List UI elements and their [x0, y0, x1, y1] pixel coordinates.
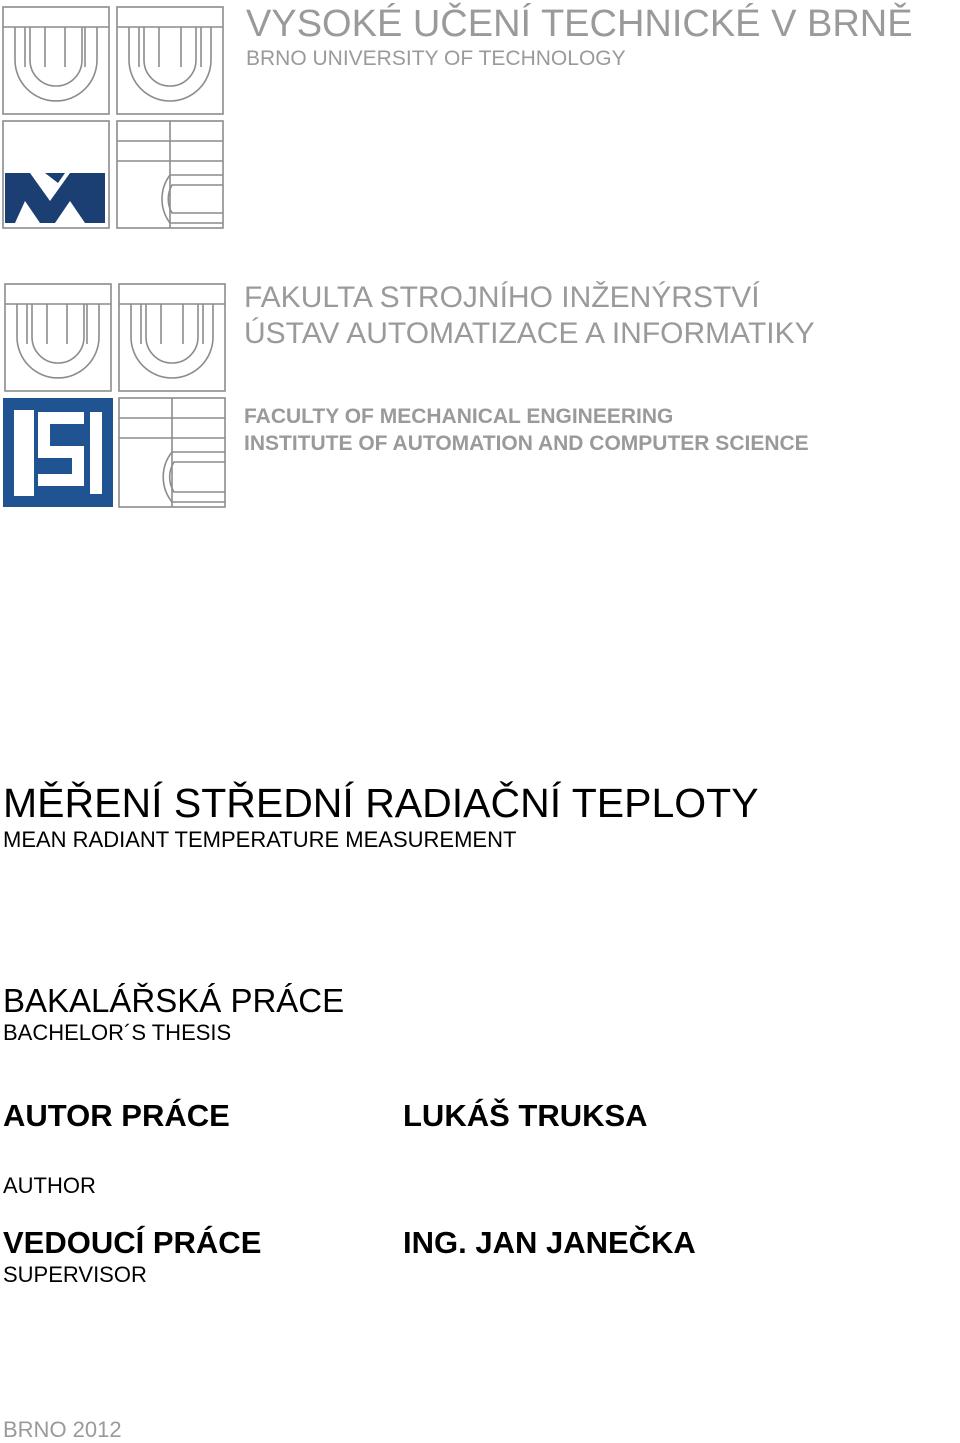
university-name-cz: VYSOKÉ UČENÍ TECHNICKÉ V BRNĚ [246, 3, 913, 45]
institute-name-en: INSTITUTE OF AUTOMATION AND COMPUTER SCIENCE [244, 432, 809, 455]
thesis-type-cz: BAKALÁŘSKÁ PRÁCE [3, 982, 345, 1019]
thesis-title-en: MEAN RADIANT TEMPERATURE MEASUREMENT [3, 827, 517, 852]
supervisor-label-en: SUPERVISOR [3, 1262, 147, 1287]
faculty-name-en: FACULTY OF MECHANICAL ENGINEERING [244, 405, 674, 428]
supervisor-label-cz: VEDOUCÍ PRÁCE [3, 1225, 262, 1260]
thesis-title-cz: MĚŘENÍ STŘEDNÍ RADIAČNÍ TEPLOTY [3, 780, 759, 826]
place-year: BRNO 2012 [3, 1417, 122, 1442]
vut-logo [0, 5, 228, 231]
author-label-en: AUTHOR [3, 1173, 96, 1198]
fsi-logo [0, 282, 230, 510]
author-label-cz: AUTOR PRÁCE [3, 1098, 230, 1133]
faculty-name-cz: FAKULTA STROJNÍHO INŽENÝRSTVÍ [244, 281, 760, 314]
author-name: LUKÁŠ TRUKSA [403, 1098, 648, 1133]
university-name-en: BRNO UNIVERSITY OF TECHNOLOGY [246, 47, 626, 70]
institute-name-cz: ÚSTAV AUTOMATIZACE A INFORMATIKY [244, 317, 815, 350]
thesis-type-en: BACHELOR´S THESIS [3, 1020, 232, 1045]
supervisor-name: ING. JAN JANEČKA [403, 1225, 696, 1260]
